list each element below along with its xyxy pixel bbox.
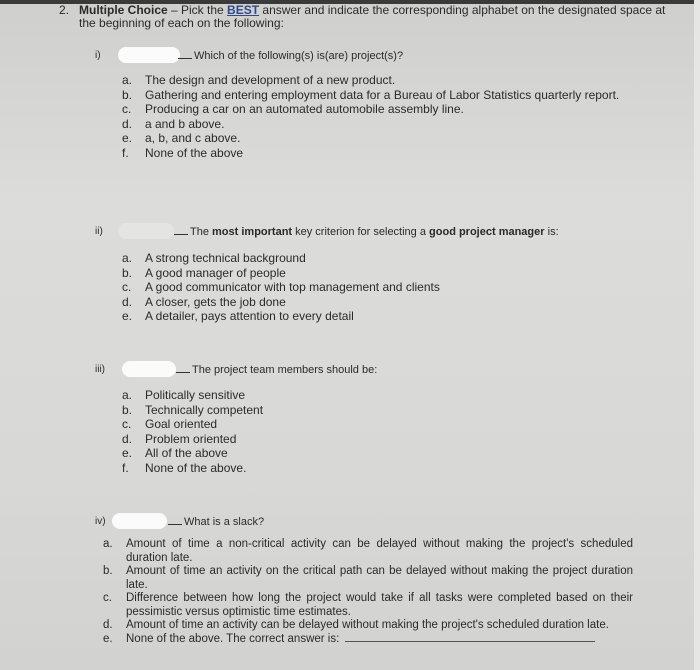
text-span: e.	[122, 131, 133, 145]
text-span: e.	[122, 446, 133, 460]
question-text	[174, 226, 559, 238]
text-span: a, b, and c above.	[145, 131, 241, 145]
option	[122, 251, 440, 266]
text-span: None of the above. The correct answer is:	[126, 632, 340, 645]
options-list	[122, 251, 440, 324]
options-list	[122, 388, 263, 475]
text-span: b.	[122, 265, 133, 280]
option	[122, 117, 652, 132]
option	[103, 619, 633, 633]
text-span: The design and development of a new product.	[145, 73, 396, 87]
header-instructions: answer and indicate the corresponding alphabet on the designated space at the beginning of each on the following:	[79, 3, 666, 30]
text-span: Problem oriented	[145, 431, 237, 446]
text-span: d.	[122, 431, 133, 446]
text-span: A strong technical background	[145, 251, 306, 265]
question-number: iii)	[95, 364, 105, 375]
answer-blank[interactable]	[345, 641, 595, 642]
question-text	[176, 364, 377, 376]
option	[122, 403, 263, 418]
option	[122, 131, 652, 146]
option	[122, 88, 652, 103]
question-number: ii)	[95, 226, 103, 237]
text-span: All of the above	[145, 446, 228, 460]
header-text: – Pick the	[167, 3, 228, 17]
option	[122, 417, 263, 432]
options-list	[103, 538, 633, 646]
text-span: c.	[122, 102, 132, 116]
text-span: d.	[122, 116, 133, 131]
text-span: What is a slack?	[184, 516, 265, 528]
option	[122, 266, 440, 281]
text-span: a.	[122, 388, 133, 402]
option	[122, 309, 440, 324]
text-span: d.	[122, 294, 133, 309]
text-span: The	[190, 226, 213, 238]
text-span: A good communicator with top management and clients	[145, 280, 440, 294]
text-span	[168, 524, 182, 525]
text-span: e.	[122, 309, 133, 323]
option	[122, 295, 440, 310]
option	[122, 432, 263, 447]
text-span	[174, 234, 188, 235]
redacted-answer	[118, 223, 174, 239]
text-span	[176, 372, 190, 373]
section-number: 2.	[59, 3, 70, 17]
text-span: key criterion for selecting a	[292, 226, 430, 238]
text-span: c.	[122, 417, 132, 431]
text-span: Amount of time an activity on the critical path can be delayed without making the project duration late.	[126, 565, 633, 591]
text-span: a.	[103, 538, 113, 550]
option	[103, 633, 633, 647]
option	[122, 388, 263, 403]
text-span	[178, 58, 192, 59]
text-span: is:	[544, 226, 559, 238]
text-span: The project team members should be:	[192, 364, 378, 376]
text-span: most important	[212, 226, 293, 238]
text-span: b.	[103, 565, 113, 577]
option	[103, 592, 633, 619]
text-span: b.	[122, 87, 133, 102]
question-text	[168, 516, 264, 528]
text-span: Producing a car on an automated automobile assembly line.	[145, 102, 464, 116]
question-number: i)	[95, 50, 101, 61]
option	[103, 565, 633, 592]
text-span: d.	[103, 619, 113, 631]
text-span: A good manager of people	[145, 265, 286, 280]
text-span: None of the above.	[145, 460, 247, 475]
text-span: Goal oriented	[145, 417, 218, 431]
option	[122, 73, 652, 88]
text-span: Gathering and entering employment data for a Bureau of Labor Statistics quarterly report.	[145, 87, 620, 102]
text-span: Amount of time a non-critical activity can be delayed without making the project's scheduled duration late.	[126, 538, 633, 564]
option	[122, 280, 440, 295]
text-span: Technically competent	[145, 402, 264, 417]
text-span: Amount of time an activity can be delayed without making the project's scheduled duration late.	[126, 619, 609, 631]
text-span: e.	[103, 632, 113, 645]
text-span: c.	[122, 280, 132, 294]
text-span: A detailer, pays attention to every detail	[145, 309, 354, 323]
text-span: Which of the following(s) is(are) project(s)?	[194, 50, 404, 62]
redacted-answer	[122, 361, 176, 377]
redacted-answer	[112, 513, 167, 529]
section-title: Multiple Choice	[79, 3, 168, 17]
text-span: a.	[122, 251, 133, 265]
text-span: a.	[122, 73, 133, 87]
option	[103, 538, 633, 565]
options-list	[122, 73, 652, 160]
text-span: Difference between how long the project would take if all tasks were completed based on their pessimistic versus optimistic time estimates.	[126, 592, 633, 618]
option	[122, 146, 652, 161]
option	[122, 461, 263, 476]
best-emphasis: BEST	[227, 3, 260, 17]
question-text	[178, 50, 403, 62]
text-span: b.	[122, 402, 133, 417]
text-span: a and b above.	[145, 116, 225, 131]
text-span: A closer, gets the job done	[145, 294, 286, 309]
text-span: f.	[122, 145, 129, 160]
redacted-answer	[118, 47, 180, 63]
text-span: good project manager	[429, 226, 545, 238]
question-number: iv)	[95, 516, 106, 527]
text-span: None of the above	[145, 145, 244, 160]
text-span: f.	[122, 460, 129, 475]
section-header	[59, 3, 679, 30]
text-span: c.	[103, 592, 112, 604]
photo-right-edge	[694, 0, 700, 670]
option	[122, 446, 263, 461]
option	[122, 102, 652, 117]
text-span: Politically sensitive	[145, 388, 246, 402]
